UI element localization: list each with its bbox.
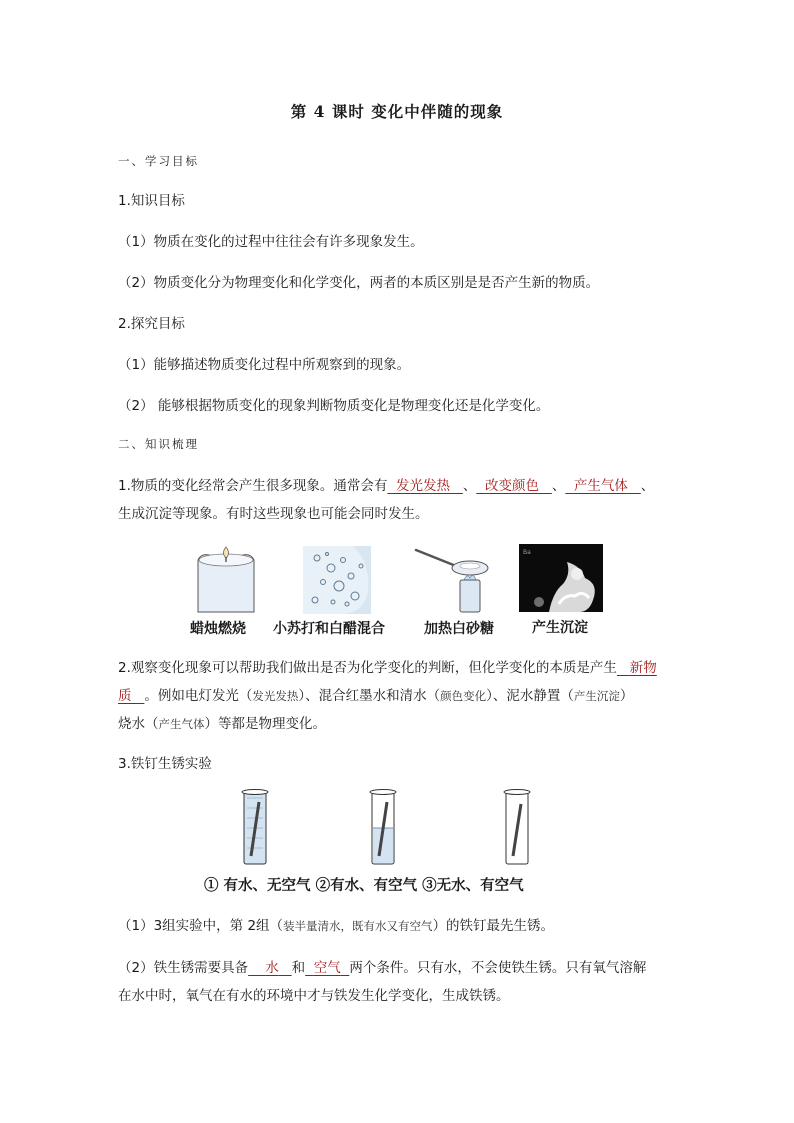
question-2-line-1: （2）铁生锈需要具备 水 和 空气 两个条件。只有水，不会使铁生锈。只有氧气溶解 — [118, 960, 647, 976]
explore-goal-2: （2） 能够根据物质变化的现象判断物质变化是物理变化还是化学变化。 — [118, 398, 550, 414]
explore-goal-heading: 2.探究目标 — [118, 316, 185, 332]
test-tube-1 — [242, 790, 268, 865]
paragraph-2-line-1: 2.观察变化现象可以帮助我们做出是否为化学变化的判断，但化学变化的本质是产生 新物 — [118, 660, 657, 676]
answer-blank: 发光发热 — [395, 478, 450, 494]
page-title: 第 4 课时 变化中伴随的现象 — [290, 102, 504, 121]
svg-text:Ba: Ba — [523, 549, 531, 556]
test-tube-3 — [504, 790, 530, 865]
answer-blank: 质 — [118, 688, 132, 704]
answer-blank: 空气 — [313, 960, 341, 976]
section-heading-review: 二、知识梳理 — [118, 437, 199, 451]
answer-blank: 水 — [265, 960, 279, 976]
question-2-line-2: 在水中时，氧气在有水的环境中才与铁发生化学变化，生成铁锈。 — [118, 988, 510, 1004]
precipitate-photo — [519, 544, 603, 612]
image-caption: 蜡烛燃烧 — [190, 621, 246, 637]
knowledge-goal-2: （2）物质变化分为物理变化和化学变化，两者的本质区别是是否产生新的物质。 — [118, 275, 600, 291]
section-heading-goals: 一、学习目标 — [118, 154, 199, 168]
candle-illustration — [192, 546, 260, 614]
paragraph-text: 1.物质的变化经常会产生很多现象。通常会有 — [118, 478, 388, 494]
test-tube-caption: ① 有水、无空气 ②有水、有空气 ③无水、有空气 — [204, 877, 524, 894]
question-1: （1）3组实验中，第 2组（装半量清水，既有水又有空气）的铁钉最先生锈。 — [118, 918, 555, 934]
paragraph-2-line-3: 烧水（产生气体）等都是物理变化。 — [118, 716, 326, 732]
iron-nail-test-tubes — [230, 786, 610, 870]
answer-blank: 改变颜色 — [484, 478, 539, 494]
knowledge-goal-1: （1）物质在变化的过程中往往会有许多现象发生。 — [118, 234, 424, 250]
paragraph-2-line-2: 质 。例如电灯发光（发光发热）、混合红墨水和清水（颜色变化）、泥水静置（产生沉淀） — [118, 688, 634, 704]
image-caption: 产生沉淀 — [532, 620, 588, 636]
answer-blank: 产生气体 — [573, 478, 628, 494]
image-caption: 加热白砂糖 — [424, 621, 494, 637]
explore-goal-1: （1）能够描述物质变化过程中所观察到的现象。 — [118, 357, 411, 373]
knowledge-goal-heading: 1.知识目标 — [118, 193, 185, 209]
test-tube-2 — [370, 790, 396, 865]
image-caption: 小苏打和白醋混合 — [273, 621, 385, 637]
answer-blank: 新物 — [629, 660, 657, 676]
spoon-heating-illustration — [412, 546, 496, 614]
paragraph-1-line-2: 生成沉淀等现象。有时这些现象也可能会同时发生。 — [118, 506, 429, 522]
experiment-heading: 3.铁钉生锈实验 — [118, 756, 212, 772]
bubbles-illustration — [303, 546, 371, 614]
paragraph-1-line-1: 1.物质的变化经常会产生很多现象。通常会有 发光发热 、 改变颜色 、 产生气体 、 — [118, 478, 655, 494]
